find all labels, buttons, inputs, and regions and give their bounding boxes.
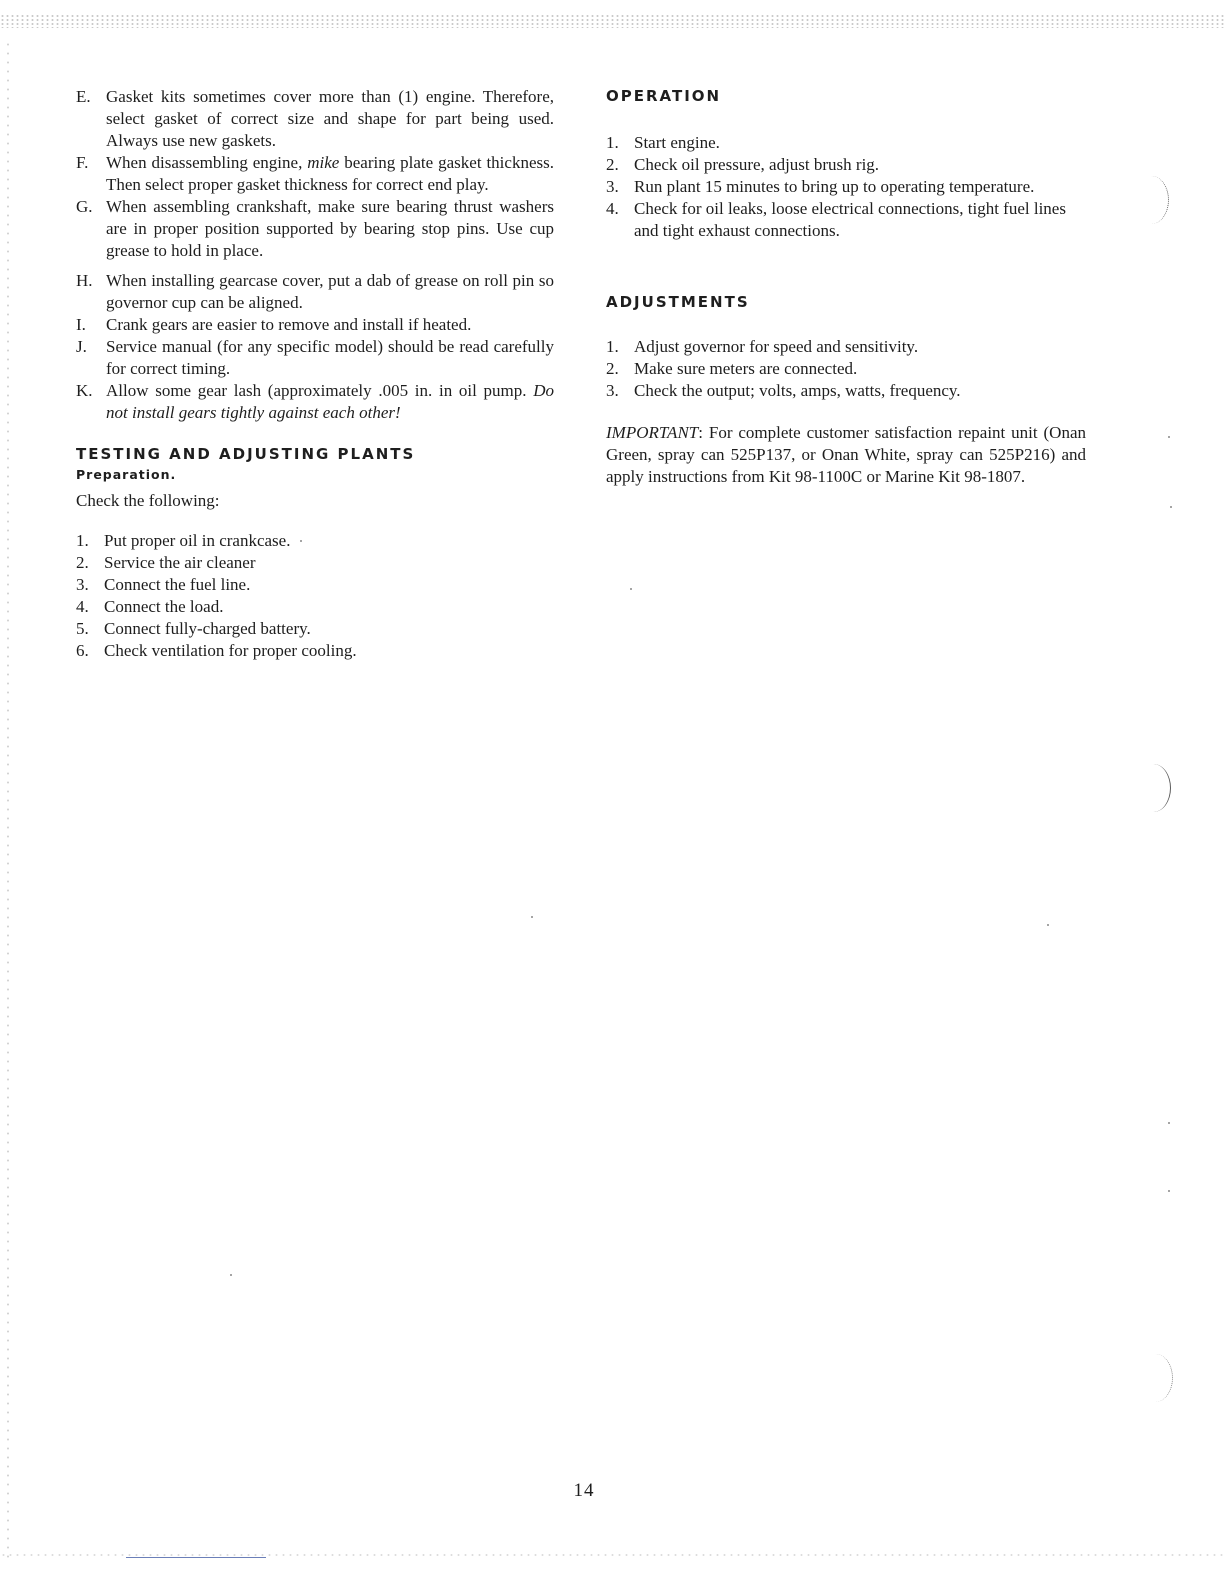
note-text: Gasket kits sometimes cover more than (1) engine. Therefore, select gasket of correct size and shape for part being used. Always use new gaskets.	[106, 87, 554, 150]
adjustment-step: 1. Adjust governor for speed and sensitivity.	[606, 337, 919, 356]
left-column	[76, 86, 554, 662]
operation-steps-list	[606, 132, 1086, 242]
adjustment-step: 3. Check the output; volts, amps, watts, frequency.	[606, 381, 961, 400]
note-i: I. Crank gears are easier to remove and install if heated.	[76, 315, 472, 334]
preparation-step: 5. Connect fully-charged battery.	[76, 619, 311, 638]
binder-hole-middle	[1136, 764, 1171, 812]
note-j: J. Service manual (for any specific model) should be read carefully for correct timing.	[76, 337, 554, 378]
right-column	[606, 86, 1086, 488]
bottom-rule	[126, 1557, 266, 1558]
note-text: Crank gears are easier to remove and install if heated.	[106, 315, 472, 334]
scan-noise-top	[0, 14, 1224, 28]
preparation-intro: Check the following:	[76, 491, 220, 510]
page-number: 14	[573, 1480, 595, 1501]
note-g: G. When assembling crankshaft, make sure bearing thrust washers are in proper position supported by bearing stop pins. Use cup grease to hold in place.	[76, 197, 554, 260]
scan-speck	[230, 1274, 232, 1276]
scan-speck	[1047, 924, 1049, 926]
scan-speck	[1168, 1122, 1170, 1124]
binder-hole-bottom	[1138, 1354, 1173, 1402]
operation-step: 2. Check oil pressure, adjust brush rig.	[606, 155, 880, 174]
scan-speck	[1168, 436, 1170, 438]
binder-hole-top	[1134, 176, 1169, 224]
preparation-steps-list	[76, 530, 554, 662]
important-text: For complete customer satisfaction repaint unit (Onan Green, spray can 525P137, or Onan White, spray can 525P216) and apply instructions from Kit 98-1100C or Marine Kit 98-1807.	[606, 423, 1086, 486]
preparation-step: 6. Check ventilation for proper cooling.	[76, 641, 357, 660]
adjustments-steps-list	[606, 336, 1086, 402]
preparation-step: 1. Put proper oil in crankcase.	[76, 531, 291, 550]
note-k: K. Allow some gear lash (approximately .005 in. in oil pump. Do not install gears tightly against each other!	[76, 381, 554, 422]
operation-step: 1. Start engine.	[606, 133, 720, 152]
note-text: bearing plate gasket thickness. Then select proper gasket thickness for correct end play.	[106, 153, 554, 194]
note-h: H. When installing gearcase cover, put a dab of grease on roll pin so governor cup can be aligned.	[76, 271, 554, 312]
scan-speck	[630, 588, 632, 590]
scan-speck	[1170, 506, 1172, 508]
note-text: When assembling crankshaft, make sure bearing thrust washers are in proper position supported by bearing stop pins. Use cup grease to hold in place.	[106, 197, 554, 260]
preparation-step: 3. Connect the fuel line.	[76, 575, 251, 594]
note-text: When disassembling engine,	[106, 153, 308, 172]
assembly-notes-list	[76, 86, 554, 424]
note-text: Allow some gear lash (approximately .005 in. in oil pump.	[106, 381, 534, 400]
note-f: F. When disassembling engine, mike bearing plate gasket thickness. Then select proper gasket thickness for correct end play.	[76, 153, 554, 194]
note-text: Service manual (for any specific model) should be read carefully for correct timing.	[106, 337, 554, 378]
note-italic: Do not install gears tightly against each other!	[106, 381, 554, 422]
important-label: IMPORTANT	[606, 423, 699, 442]
important-separator: :	[698, 423, 703, 442]
adjustment-step: 2. Make sure meters are connected.	[606, 359, 858, 378]
preparation-step: 4. Connect the load.	[76, 597, 224, 616]
note-e: E. Gasket kits sometimes cover more than (1) engine. Therefore, select gasket of correct size and shape for part being used. Always use new gaskets.	[76, 87, 554, 150]
preparation-subheading: Preparation.	[76, 467, 177, 482]
preparation-step: 2. Service the air cleaner	[76, 553, 256, 572]
scan-speck	[1168, 1190, 1170, 1192]
note-text: When installing gearcase cover, put a dab of grease on roll pin so governor cup can be aligned.	[106, 271, 554, 312]
testing-heading: TESTING AND ADJUSTING PLANTS	[76, 445, 416, 463]
important-note	[606, 422, 1086, 488]
note-italic: mike	[307, 153, 340, 172]
operation-step: 3. Run plant 15 minutes to bring up to operating temperature.	[606, 177, 1035, 196]
operation-step: 4. Check for oil leaks, loose electrical connections, tight fuel lines and tight exhaust connections.	[606, 199, 1066, 240]
scan-speck	[531, 916, 533, 918]
scan-noise-left	[6, 40, 10, 1560]
adjustments-heading: ADJUSTMENTS	[606, 293, 750, 311]
operation-heading: OPERATION	[606, 87, 722, 105]
